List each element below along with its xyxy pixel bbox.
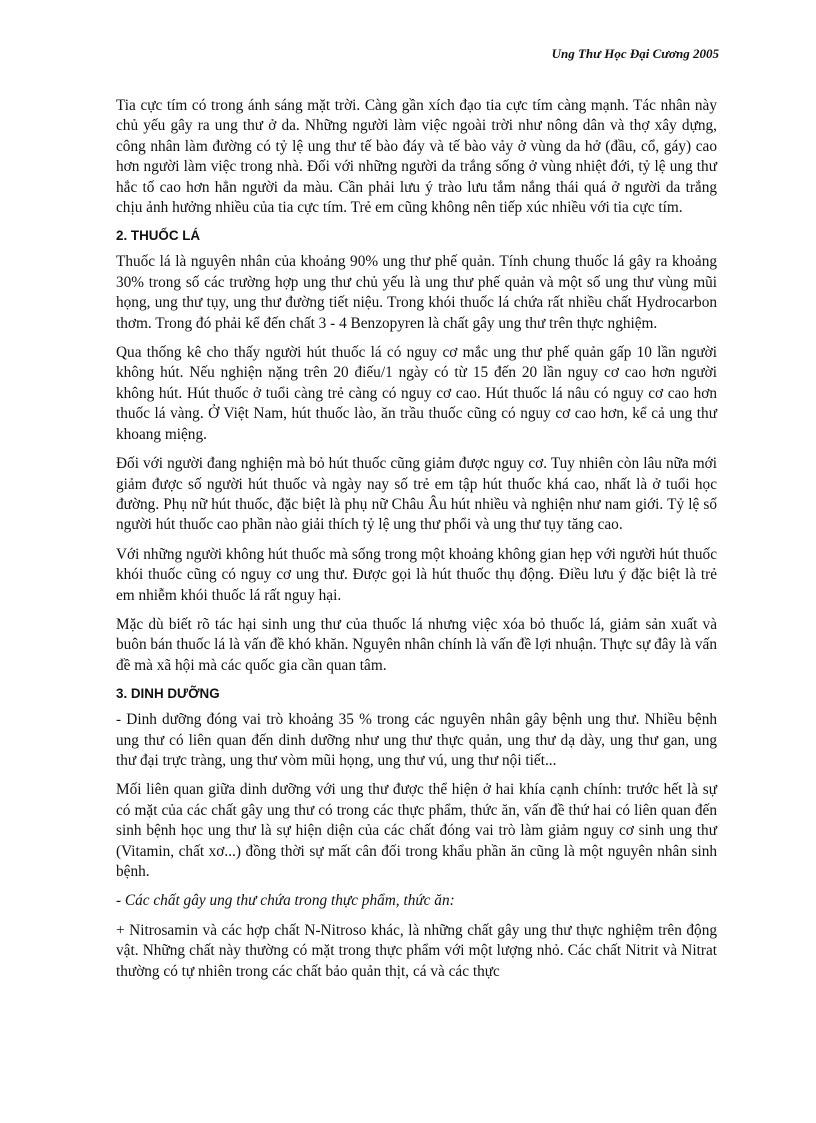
- nutrition-subheading: - Các chất gây ung thư chứa trong thực phẩm, thức ăn:: [116, 892, 455, 910]
- tobacco-paragraph-5: Mặc dù biết rõ tác hại sinh ung thư của thuốc lá nhưng việc xóa bỏ thuốc lá, giảm sản xuất và buôn bán thuốc lá là vấn đề khó khăn. Nguyên nhân chính là vấn đề lợi nhuận. Thực sự đây là vấn đề mà xã hội mà các quốc gia cần quan tâm.: [116, 615, 717, 674]
- section-heading-tobacco: 2. THUỐC LÁ: [116, 228, 201, 244]
- tobacco-paragraph-2: Qua thống kê cho thấy người hút thuốc lá có nguy cơ mắc ung thư phế quản gấp 10 lần người không hút. Nếu nghiện nặng trên 20 điếu/1 ngày có từ 15 đến 20 lần nguy cơ cao hơn người không hút. Hút thuốc ở tuổi càng trẻ càng có nguy cơ cao. Hút thuốc lá nâu có nguy cơ cao hơn thuốc lá vàng. Ở Việt Nam, hút thuốc lào, ăn trầu thuốc cũng có nguy cơ cao hơn, kể cả ung thư khoang miệng.: [116, 344, 717, 443]
- tobacco-paragraph-1: Thuốc lá là nguyên nhân của khoảng 90% ung thư phế quản. Tính chung thuốc lá gây ra khoảng 30% trong số các trường hợp ung thư chủ yếu là ung thư phế quản và một số ung thư vùng mũi họng, ung thư tụy, ung thư đường tiết niệu. Trong khói thuốc lá chứa rất nhiều chất Hydrocarbon thơm. Trong đó phải kể đến chất 3 - 4 Benzopyren là chất gây ung thư trên thực nghiệm.: [116, 253, 717, 332]
- tobacco-paragraph-4: Với những người không hút thuốc mà sống trong một khoảng không gian hẹp với người hút thuốc khói thuốc cũng có nguy cơ ung thư. Được gọi là hút thuốc thụ động. Điều lưu ý đặc biệt là trẻ em nhiễm khói thuốc lá rất nguy hại.: [116, 545, 717, 604]
- section-heading-nutrition: 3. DINH DƯỠNG: [116, 686, 220, 702]
- nutrition-paragraph-2: Mối liên quan giữa dinh dưỡng với ung thư được thể hiện ở hai khía cạnh chính: trước hết là sự có mặt của các chất gây ung thư có trong các thực phẩm, thức ăn, vấn đề thứ hai có liên quan đến sinh bệnh học ung thư là sự hiện diện của các chất đóng vai trò làm giảm nguy cơ sinh ung thư (Vitamin, chất xơ...) đồng thời sự mất cân đối trong khẩu phần ăn cũng là một nguyên nhân sinh bệnh.: [116, 781, 717, 880]
- tobacco-paragraph-3: Đối với người đang nghiện mà bỏ hút thuốc cũng giảm được nguy cơ. Tuy nhiên còn lâu nữa mới giảm được số người hút thuốc và ngày nay số trẻ em tập hút thuốc khá cao, nhất là ở tuổi học đường. Phụ nữ hút thuốc, đặc biệt là phụ nữ Châu Âu hút nhiều và nghiện như nam giới. Tỷ lệ số người hút thuốc cao phần nào giải thích tỷ lệ ung thư phổi và ung thư tụy tăng cao.: [116, 455, 717, 534]
- intro-paragraph: Tia cực tím có trong ánh sáng mặt trời. Càng gần xích đạo tia cực tím càng mạnh. Tác nhân này chủ yếu gây ra ung thư ở da. Những người làm việc ngoài trời như nông dân và thợ xây dựng, công nhân làm đường có tỷ lệ ung thư tế bào đáy và tế bào vảy ở vùng da hở (đầu, cổ, gáy) cao hơn người làm việc trong nhà. Đối với những người da trắng sống ở vùng nhiệt đới, tỷ lệ ung thư hắc tố cao hơn hẳn người da màu. Cần phải lưu ý trào lưu tắm nắng thái quá ở người da trắng chịu ảnh hưởng nhiều của tia cực tím. Trẻ em cũng không nên tiếp xúc nhiều với tia cực tím.: [116, 97, 717, 217]
- document-body: [116, 96, 717, 991]
- nutrition-paragraph-3: + Nitrosamin và các hợp chất N-Nitroso khác, là những chất gây ung thư thực nghiệm trên động vật. Những chất này thường có mặt trong thực phẩm với một lượng nhỏ. Các chất Nitrit và Nitrat thường có tự nhiên trong các chất bảo quản thịt, cá và các thực: [116, 921, 717, 980]
- nutrition-paragraph-1: - Dinh dưỡng đóng vai trò khoảng 35 % trong các nguyên nhân gây bệnh ung thư. Nhiều bệnh ung thư có liên quan đến dinh dưỡng như ung thư thực quản, ung thư dạ dày, ung thư gan, ung thư đại trực tràng, ung thư vòm mũi họng, ung thư vú, ung thư nội tiết...: [116, 711, 717, 769]
- page-header: Ung Thư Học Đại Cương 2005: [551, 46, 719, 61]
